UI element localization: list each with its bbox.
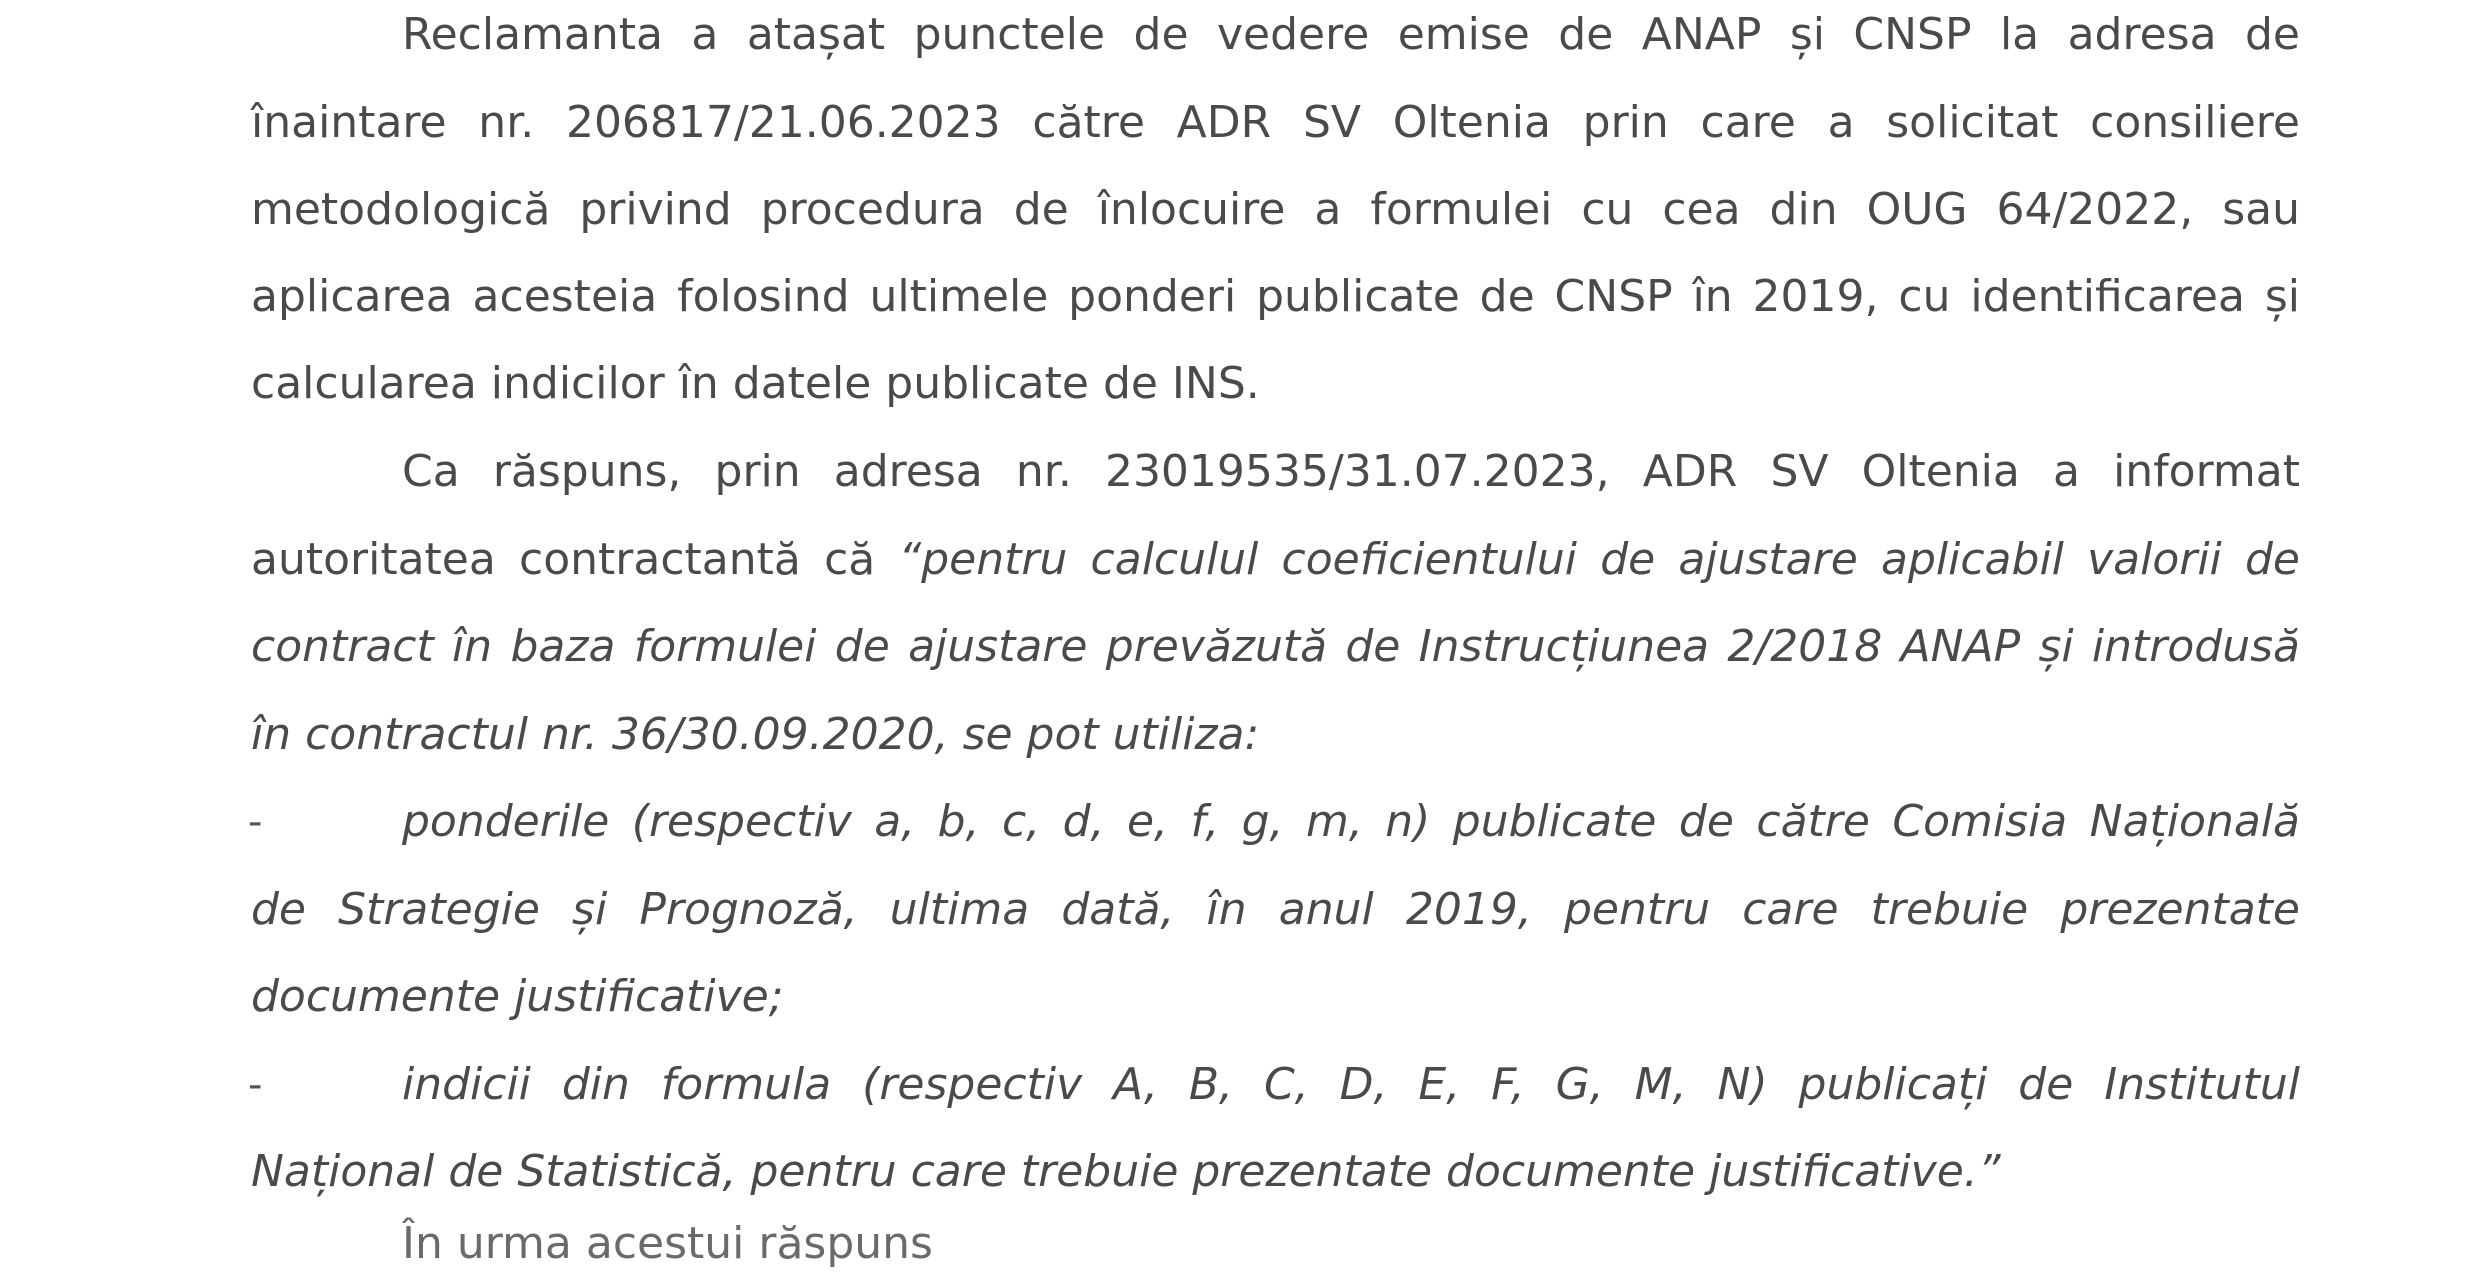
paragraph-2-line-4: în contractul nr. 36/30.09.2020, se pot utiliza: bbox=[251, 709, 1260, 760]
paragraph-2-line-2-plain: autoritatea contractantă că bbox=[251, 534, 899, 585]
paragraph-1-line-3: metodologică privind procedura de înlocuire a formulei cu cea din OUG 64/2022, sau bbox=[251, 184, 2300, 235]
paragraph-1-line-1: Reclamanta a atașat punctele de vedere emise de ANAP și CNSP la adresa de bbox=[402, 9, 2300, 60]
bullet-2-line-1: indicii din formula (respectiv A, B, C, D, E, F, G, M, N) publicați de Institutul bbox=[402, 1059, 2300, 1110]
paragraph-1-line-4: aplicarea acesteia folosind ultimele ponderi publicate de CNSP în 2019, cu identificarea și bbox=[251, 271, 2300, 322]
paragraph-1-line-5: calcularea indicilor în datele publicate de INS. bbox=[251, 358, 1260, 409]
cutoff-text: În urma acestui răspuns bbox=[402, 1218, 933, 1269]
bullet-1-dash: - bbox=[248, 799, 263, 845]
bullet-2-dash: - bbox=[248, 1062, 263, 1108]
bullet-2-line-2: Național de Statistică, pentru care trebuie prezentate documente justificative.” bbox=[251, 1146, 2001, 1197]
paragraph-2-line-1: Ca răspuns, prin adresa nr. 23019535/31.07.2023, ADR SV Oltenia a informat bbox=[402, 446, 2300, 497]
quote-start: “pentru calculul coeficientului de ajustare aplicabil valorii de bbox=[898, 534, 2300, 585]
bullet-1-line-2: de Strategie și Prognoză, ultima dată, în anul 2019, pentru care trebuie prezentate bbox=[251, 884, 2300, 935]
paragraph-2-line-3: contract în baza formulei de ajustare prevăzută de Instrucțiunea 2/2018 ANAP și introdusă bbox=[251, 621, 2300, 672]
paragraph-2-line-2 bbox=[251, 530, 2300, 590]
bullet-1-line-3: documente justificative; bbox=[251, 971, 784, 1022]
bullet-1-line-1: ponderile (respectiv a, b, c, d, e, f, g, m, n) publicate de către Comisia Națională bbox=[402, 796, 2300, 847]
paragraph-1-line-2: înaintare nr. 206817/21.06.2023 către ADR SV Oltenia prin care a solicitat consiliere bbox=[251, 97, 2300, 148]
cutoff-line bbox=[402, 1214, 1202, 1269]
